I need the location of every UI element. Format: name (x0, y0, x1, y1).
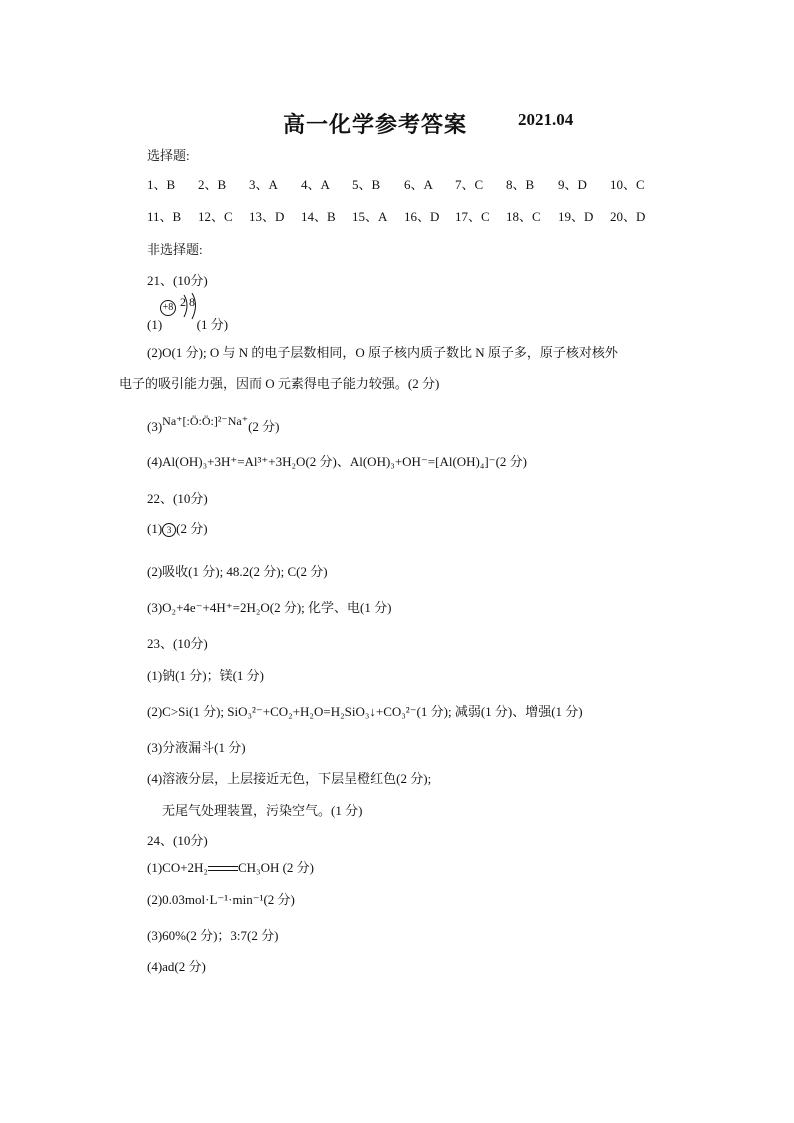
answer-9: 9、D (558, 177, 587, 192)
q21-part1-prefix: (1) (147, 317, 163, 332)
q22-heading: 22、(10分) (147, 491, 208, 506)
q23-part3: (3)分液漏斗(1 分) (147, 740, 246, 755)
circled-number: 3 (162, 523, 176, 537)
answer-12: 12、C (198, 209, 233, 224)
q22-part1-score: (2 分) (176, 521, 208, 536)
answer-18: 18、C (506, 209, 541, 224)
answer-10: 10、C (610, 177, 645, 192)
q21-part2-line2: 电子的吸引能力强，因而 O 元素得电子能力较强。(2 分) (119, 376, 440, 391)
electron-shells: 2 8 (180, 295, 195, 309)
reversible-arrow-icon (208, 864, 238, 874)
q24-part4: (4)ad(2 分) (147, 959, 206, 974)
q23-part2: (2)C>Si(1 分); SiO₃²⁻+CO₂+H₂O=H₂SiO₃↓+CO₃²⁻(1 分); 减弱(1 分)、增强(1 分) (147, 704, 583, 719)
q24-part1-products: CH₃OH (2 分) (237, 860, 315, 875)
q21-part3 (147, 414, 280, 434)
shell-arcs-icon (174, 293, 204, 323)
q22-part3: (3)O₂+4e⁻+4H⁺=2H₂O(2 分); 化学、电(1 分) (147, 600, 392, 615)
answer-2: 2、B (198, 177, 227, 192)
q22-part2: (2)吸收(1 分); 48.2(2 分); C(2 分) (147, 564, 328, 579)
answer-7: 7、C (455, 177, 484, 192)
sodium-peroxide-electron-formula: Na⁺[:Ö:Ö:]²⁻Na⁺ (162, 414, 249, 428)
answer-17: 17、C (455, 209, 490, 224)
oxygen-atom-structure-diagram (160, 297, 195, 316)
q24-part3: (3)60%(2 分)；3:7(2 分) (147, 928, 279, 943)
q21-part4: (4)Al(OH)₃+3H⁺=Al³⁺+3H₂O(2 分)、Al(OH)₃+OH⁻=[Al(OH)₄]⁻(2 分) (147, 454, 528, 469)
answer-11: 11、B (147, 209, 182, 224)
q22-part1 (147, 522, 208, 537)
q24-part1 (147, 861, 314, 874)
q24-part2: (2)0.03mol·L⁻¹·min⁻¹(2 分) (147, 892, 295, 907)
nonchoice-heading: 非选择题: (147, 242, 203, 257)
answer-20: 20、D (610, 209, 646, 224)
answer-6: 6、A (404, 177, 433, 192)
q24-heading: 24、(10分) (147, 833, 208, 848)
q21-part1-score: (1 分) (196, 317, 229, 332)
q21-part3-score: (2 分) (248, 419, 280, 434)
page-title: 高一化学参考答案 (283, 112, 468, 138)
answer-14: 14、B (301, 209, 336, 224)
answer-8: 8、B (506, 177, 535, 192)
q23-heading: 23、(10分) (147, 636, 208, 651)
q21-heading: 21、(10分) (147, 273, 208, 288)
document-date: 2021.04 (518, 110, 574, 129)
answer-5: 5、B (352, 177, 381, 192)
q24-part1-reactants: (1)CO+2H₂ (147, 860, 208, 875)
answer-1: 1、B (147, 177, 176, 192)
q21-part3-prefix: (3) (147, 419, 163, 434)
q23-part5: 无尾气处理装置，污染空气。(1 分) (162, 803, 363, 818)
answer-19: 19、D (558, 209, 594, 224)
choice-row-1 (147, 178, 645, 191)
answer-13: 13、D (249, 209, 285, 224)
answer-15: 15、A (352, 209, 388, 224)
answer-3: 3、A (249, 177, 278, 192)
answer-4: 4、A (301, 177, 330, 192)
choice-row-2 (147, 210, 645, 223)
nucleus-circle: +8 (160, 300, 176, 316)
answer-16: 16、D (404, 209, 440, 224)
q21-part2-line1: (2)O(1 分); O 与 N 的电子层数相同，O 原子核内质子数比 N 原子多，原子核对核外 (147, 345, 618, 360)
q23-part4: (4)溶液分层，上层接近无色，下层呈橙红色(2 分); (147, 771, 432, 786)
q23-part1: (1)钠(1 分)；镁(1 分) (147, 668, 264, 683)
q22-part1-prefix: (1) (147, 521, 163, 536)
choice-heading: 选择题: (147, 148, 190, 163)
